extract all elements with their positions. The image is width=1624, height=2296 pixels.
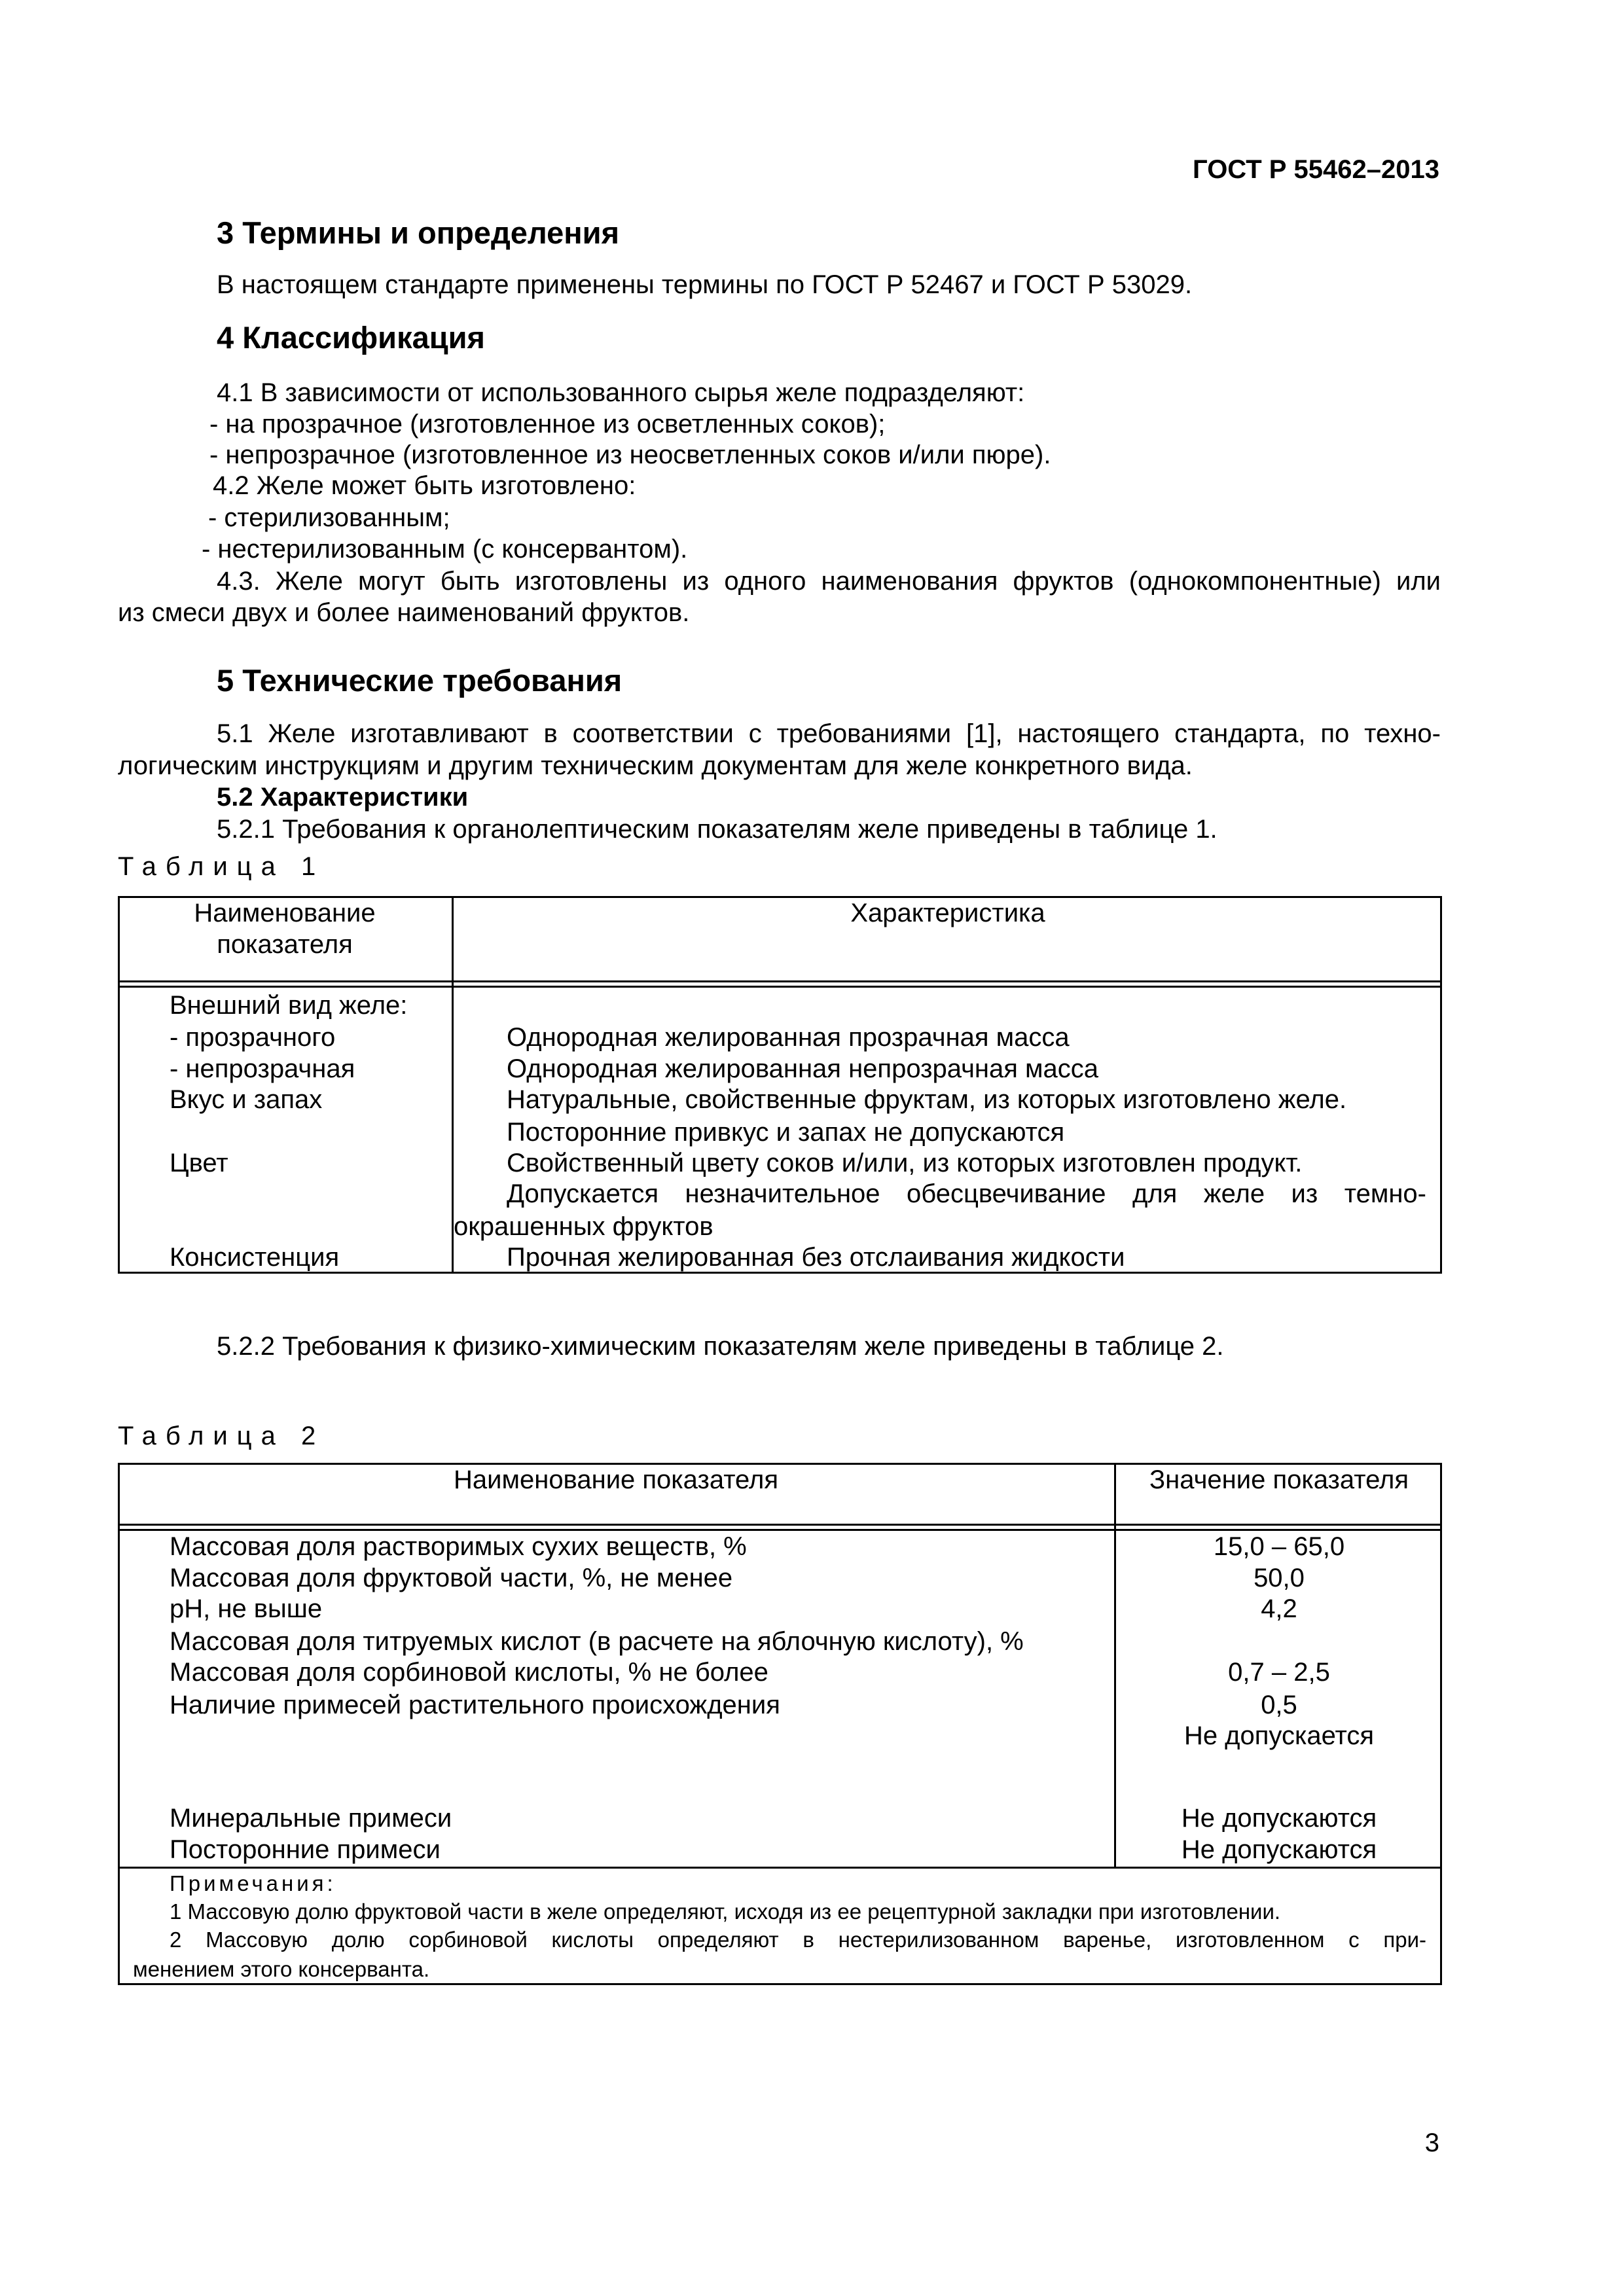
paragraph: 4.3. Желе могут быть изготовлены из одного наименования фруктов (однокомпонентные) или	[217, 567, 1441, 596]
table-cell: Массовая доля сорбиновой кислоты, % не более	[170, 1658, 768, 1687]
note: 2 Массовую долю сорбиновой кислоты определяют в нестерилизованном варенье, изготовленном с при-	[170, 1928, 1426, 1952]
table-cell: Внешний вид желе:	[170, 991, 408, 1020]
table-cell: Допускается незначительное обесцвечивание для желе из темно-	[507, 1179, 1426, 1208]
table-1-header-name: Наименование	[194, 899, 376, 927]
note: менением этого консерванта.	[133, 1957, 430, 1981]
section-4-title: 4 Классификация	[217, 320, 485, 355]
section-5-title: 5 Технические требования	[217, 663, 623, 698]
table-value: 50,0	[1254, 1564, 1305, 1592]
table-cell: Посторонние примеси	[170, 1835, 441, 1864]
paragraph: из смеси двух и более наименований фруктов.	[118, 598, 690, 627]
table-divider	[118, 986, 1442, 988]
paragraph: 4.1 В зависимости от использованного сырья желе подразделяют:	[217, 378, 1025, 407]
table-cell: - прозрачного	[170, 1023, 336, 1052]
table-cell: Посторонние привкус и запах не допускаются	[507, 1118, 1065, 1147]
table-divider	[118, 980, 1442, 982]
table-cell: Массовая доля титруемых кислот (в расчете на яблочную кислоту), %	[170, 1627, 1024, 1656]
table-cell: Наличие примесей растительного происхождения	[170, 1691, 780, 1719]
table-cell: Вкус и запах	[170, 1085, 323, 1114]
table-cell: Минеральные примеси	[170, 1804, 452, 1833]
table-2-header-name: Наименование показателя	[454, 1465, 778, 1494]
paragraph: - непрозрачное (изготовленное из неосветленных соков и/или пюре).	[209, 440, 1051, 469]
table-cell: окрашенных фруктов	[454, 1212, 713, 1241]
table-cell: pH, не выше	[170, 1594, 323, 1623]
paragraph: 5.2.2 Требования к физико-химическим показателям желе приведены в таблице 2.	[217, 1332, 1224, 1361]
section-3-title: 3 Термины и определения	[217, 215, 619, 250]
table-cell: Консистенция	[170, 1243, 340, 1272]
table-2-header-value: Значение показателя	[1149, 1465, 1409, 1494]
table-1-header-characteristic: Характеристика	[850, 899, 1045, 927]
table-value: 4,2	[1261, 1594, 1297, 1623]
paragraph: - стерилизованным;	[208, 503, 450, 532]
notes-title: Примечания:	[170, 1871, 336, 1895]
paragraph: 5.2.1 Требования к органолептическим показателям желе приведены в таблице 1.	[217, 815, 1218, 844]
paragraph: 4.2 Желе может быть изготовлено:	[213, 471, 636, 500]
table-value: 0,5	[1261, 1691, 1297, 1719]
table-2-caption: Таблица 2	[118, 1422, 325, 1450]
table-1-caption: Таблица 1	[118, 852, 325, 881]
table-cell: Массовая доля фруктовой части, %, не менее	[170, 1564, 733, 1592]
table-divider	[118, 1867, 1442, 1869]
table-value: 0,7 – 2,5	[1228, 1658, 1330, 1687]
paragraph: 5.1 Желе изготавливают в соответствии с требованиями [1], настоящего стандарта, по техно-	[217, 719, 1441, 748]
table-cell: Однородная желированная прозрачная масса	[507, 1023, 1070, 1052]
table-cell: Однородная желированная непрозрачная масса	[507, 1054, 1099, 1083]
note: 1 Массовую долю фруктовой части в желе определяют, исходя из ее рецептурной закладки при изготовлении.	[170, 1899, 1281, 1924]
section-3-text: В настоящем стандарте применены термины по ГОСТ Р 52467 и ГОСТ Р 53029.	[217, 270, 1193, 299]
table-cell: - непрозрачная	[170, 1054, 355, 1083]
paragraph: - нестерилизованным (с консервантом).	[202, 535, 688, 564]
table-cell: Натуральные, свойственные фруктам, из которых изготовлено желе.	[507, 1085, 1347, 1114]
table-value: 15,0 – 65,0	[1213, 1532, 1345, 1561]
table-value: Не допускается	[1183, 1721, 1375, 1750]
table-cell: Прочная желированная без отслаивания жидкости	[507, 1243, 1125, 1272]
paragraph: логическим инструкциям и другим техническим документам для желе конкретного вида.	[118, 751, 1193, 780]
table-1-header-name: показателя	[217, 930, 353, 959]
page-number: 3	[1424, 2128, 1439, 2157]
subsection-title: 5.2 Характеристики	[217, 783, 469, 812]
paragraph: - на прозрачное (изготовленное из осветленных соков);	[209, 410, 886, 439]
document-code: ГОСТ Р 55462–2013	[1193, 155, 1439, 184]
table-cell: Цвет	[170, 1149, 228, 1177]
table-value: Не допускаются	[1181, 1804, 1377, 1833]
table-cell: Свойственный цвету соков и/или, из которых изготовлен продукт.	[507, 1149, 1303, 1177]
table-cell: Массовая доля растворимых сухих веществ, %	[170, 1532, 747, 1561]
table-divider	[118, 1524, 1442, 1526]
table-value: Не допускаются	[1181, 1835, 1377, 1864]
